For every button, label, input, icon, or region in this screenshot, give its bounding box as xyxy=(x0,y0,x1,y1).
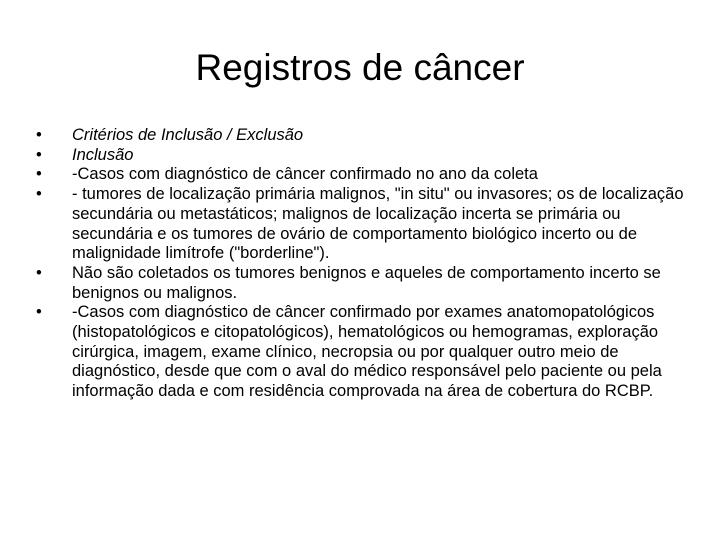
bullet-text: Não são coletados os tumores benignos e aqueles de comportamento incerto se benignos ou malignos. xyxy=(72,263,661,302)
bullet-text: -Casos com diagnóstico de câncer confirmado por exames anatomopatológicos (histopatológicos e citopatológicos), hematológicos ou hemogramas, exploração cirúrgica, imagem, exame clínico, necropsia ou por qualquer outro meio de diagnóstico, desde que com o aval do médico responsável pelo paciente ou pela informação dada e com residência comprovada na área de cobertura do RCBP. xyxy=(72,303,662,401)
bullet-icon: • xyxy=(36,165,42,184)
bullet-item xyxy=(36,185,684,264)
bullet-item xyxy=(36,303,684,402)
bullet-text: Critérios de Inclusão / Exclusão xyxy=(72,126,304,144)
bullet-text: -Casos com diagnóstico de câncer confirmado no ano da coleta xyxy=(72,165,538,184)
bullet-text: Inclusão xyxy=(72,145,134,164)
bullet-item xyxy=(36,126,684,146)
bullet-item xyxy=(36,165,684,185)
bullet-list xyxy=(36,126,684,402)
bullet-icon: • xyxy=(36,185,42,204)
bullet-item xyxy=(36,146,684,166)
slide-title: Registros de câncer xyxy=(195,47,525,88)
bullet-icon: • xyxy=(36,263,42,282)
bullet-text: - tumores de localização primária malignos, "in situ" ou invasores; os de localização secundária ou metastáticos; malignos de localização incerta se primária ou secundária e os tumores de ovário de comportamento biológico incerto ou de malignidade limítrofe ("borderline"). xyxy=(72,185,684,263)
bullet-item xyxy=(36,264,684,303)
bullet-icon: • xyxy=(36,145,42,164)
bullet-icon: • xyxy=(36,303,42,322)
bullet-icon: • xyxy=(36,126,42,144)
